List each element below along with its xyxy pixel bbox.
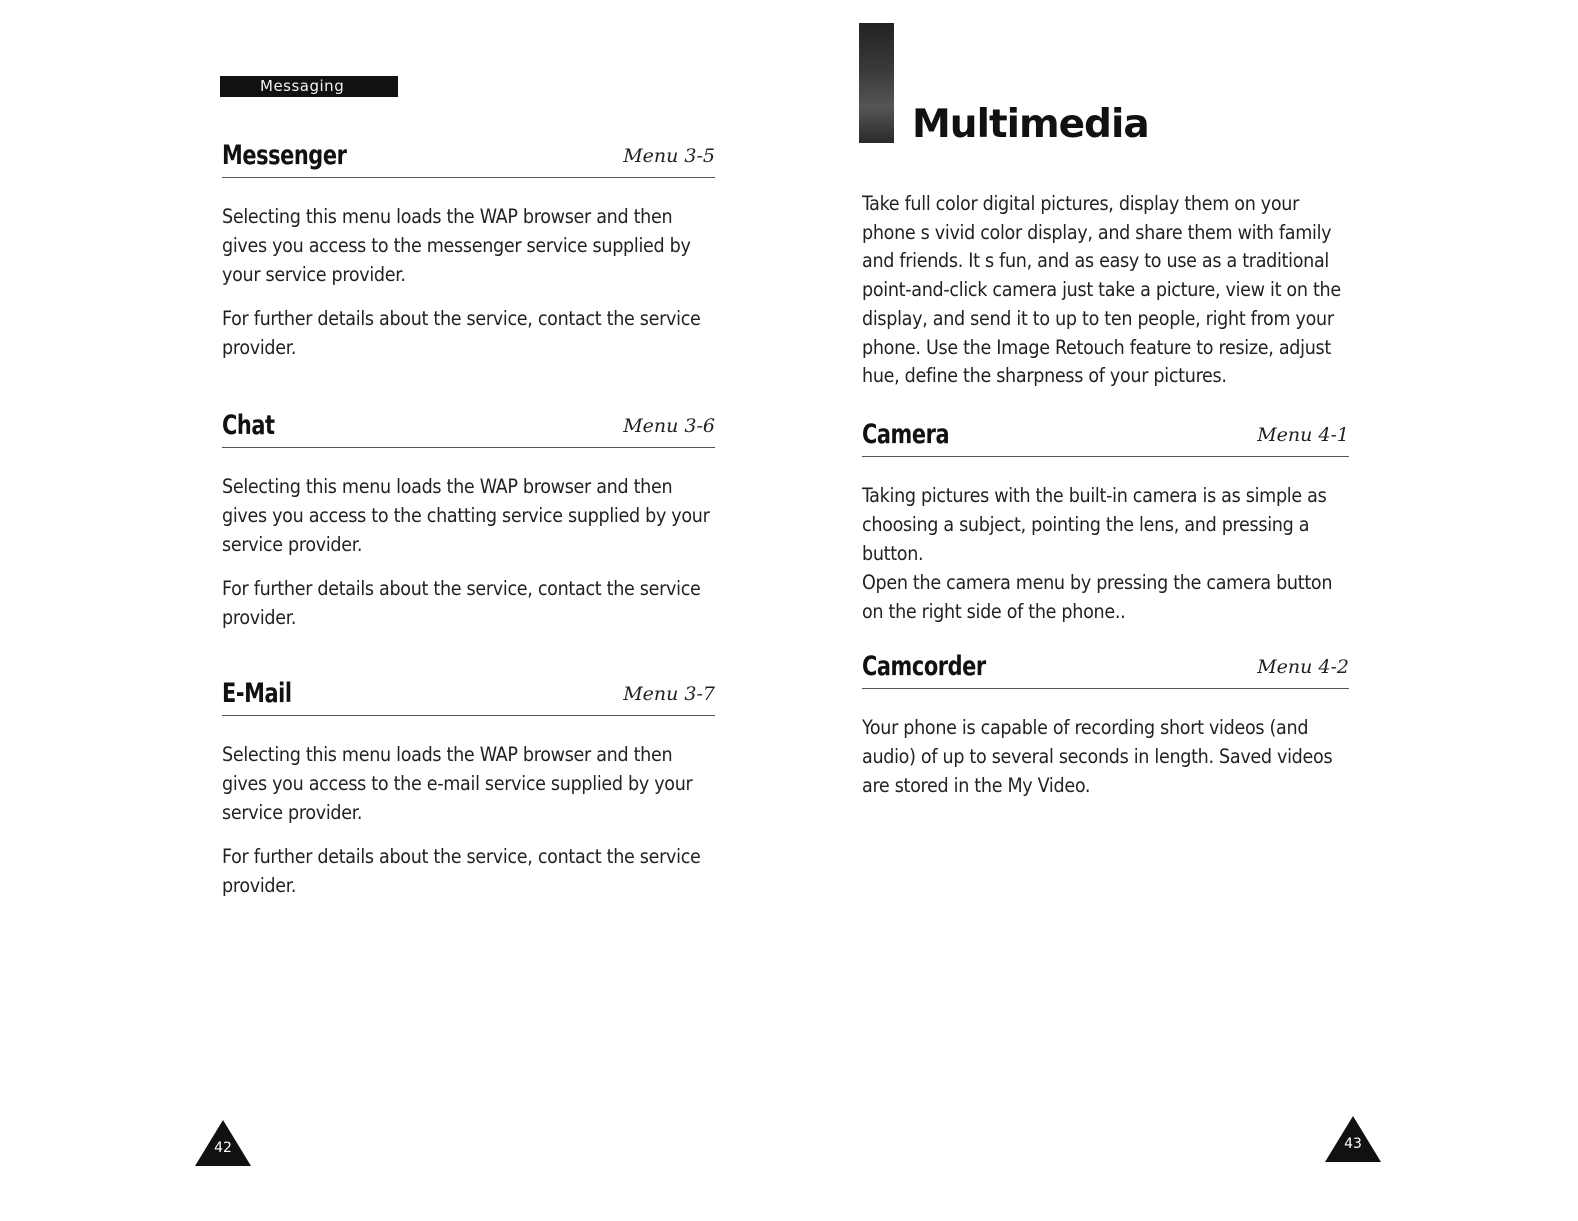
menu-reference: Menu 3-6 bbox=[623, 415, 715, 437]
section-header bbox=[222, 407, 715, 448]
section-camcorder bbox=[862, 648, 1349, 800]
section-header bbox=[862, 416, 1349, 457]
paragraph: For further details about the service, contact the service provider. bbox=[222, 577, 701, 629]
chapter-title: Multimedia bbox=[912, 102, 1149, 147]
menu-reference: Menu 3-5 bbox=[623, 145, 715, 167]
page-number-marker bbox=[1323, 1114, 1383, 1164]
page-number: 43 bbox=[1344, 1136, 1362, 1152]
section-title: E-Mail bbox=[222, 678, 292, 709]
section-header bbox=[222, 675, 715, 716]
paragraph: Selecting this menu loads the WAP browser and then gives you access to the chatting service supplied by your service provider. bbox=[222, 475, 710, 556]
paragraph: For further details about the service, contact the service provider. bbox=[222, 307, 701, 359]
menu-reference: Menu 4-2 bbox=[1257, 656, 1349, 678]
paragraph: Selecting this menu loads the WAP browser and then gives you access to the messenger service supplied by your service provider. bbox=[222, 205, 691, 286]
section-title: Chat bbox=[222, 410, 275, 441]
section-messenger bbox=[222, 137, 715, 362]
section-title: Camcorder bbox=[862, 651, 986, 682]
menu-reference: Menu 3-7 bbox=[623, 683, 715, 705]
menu-reference: Menu 4-1 bbox=[1257, 424, 1349, 446]
section-chat bbox=[222, 407, 715, 632]
page-number: 42 bbox=[214, 1140, 232, 1156]
paragraph: Taking pictures with the built-in camera is as simple as choosing a subject, pointing the lens, and pressing a button. bbox=[862, 484, 1327, 565]
paragraph: Open the camera menu by pressing the camera button on the right side of the phone.. bbox=[862, 571, 1333, 623]
section-title: Camera bbox=[862, 419, 950, 450]
section-camera bbox=[862, 416, 1349, 626]
section-tab: Messaging bbox=[220, 76, 398, 97]
paragraph: For further details about the service, contact the service provider. bbox=[222, 845, 701, 897]
section-title: Messenger bbox=[222, 140, 347, 171]
paragraph: Your phone is capable of recording short videos (and audio) of up to several seconds in length. Saved videos are stored in the My Video. bbox=[862, 716, 1333, 797]
chapter-bar bbox=[859, 23, 894, 143]
page-number-marker bbox=[193, 1118, 253, 1168]
section-email bbox=[222, 675, 715, 900]
paragraph: Selecting this menu loads the WAP browser and then gives you access to the e-mail service supplied by your service provider. bbox=[222, 743, 693, 824]
chapter-intro: Take full color digital pictures, display them on your phone s vivid color display, and share them with family and friends. It s fun, and as easy to use as a traditional point-and-click camera just take a picture, view it on the display, and send it to up to ten people, right from your phone. Use the Image Retouch feature to resize, adjust hue, define the sharpness of your pictures. bbox=[862, 192, 1341, 388]
section-header bbox=[862, 648, 1349, 689]
section-header bbox=[222, 137, 715, 178]
